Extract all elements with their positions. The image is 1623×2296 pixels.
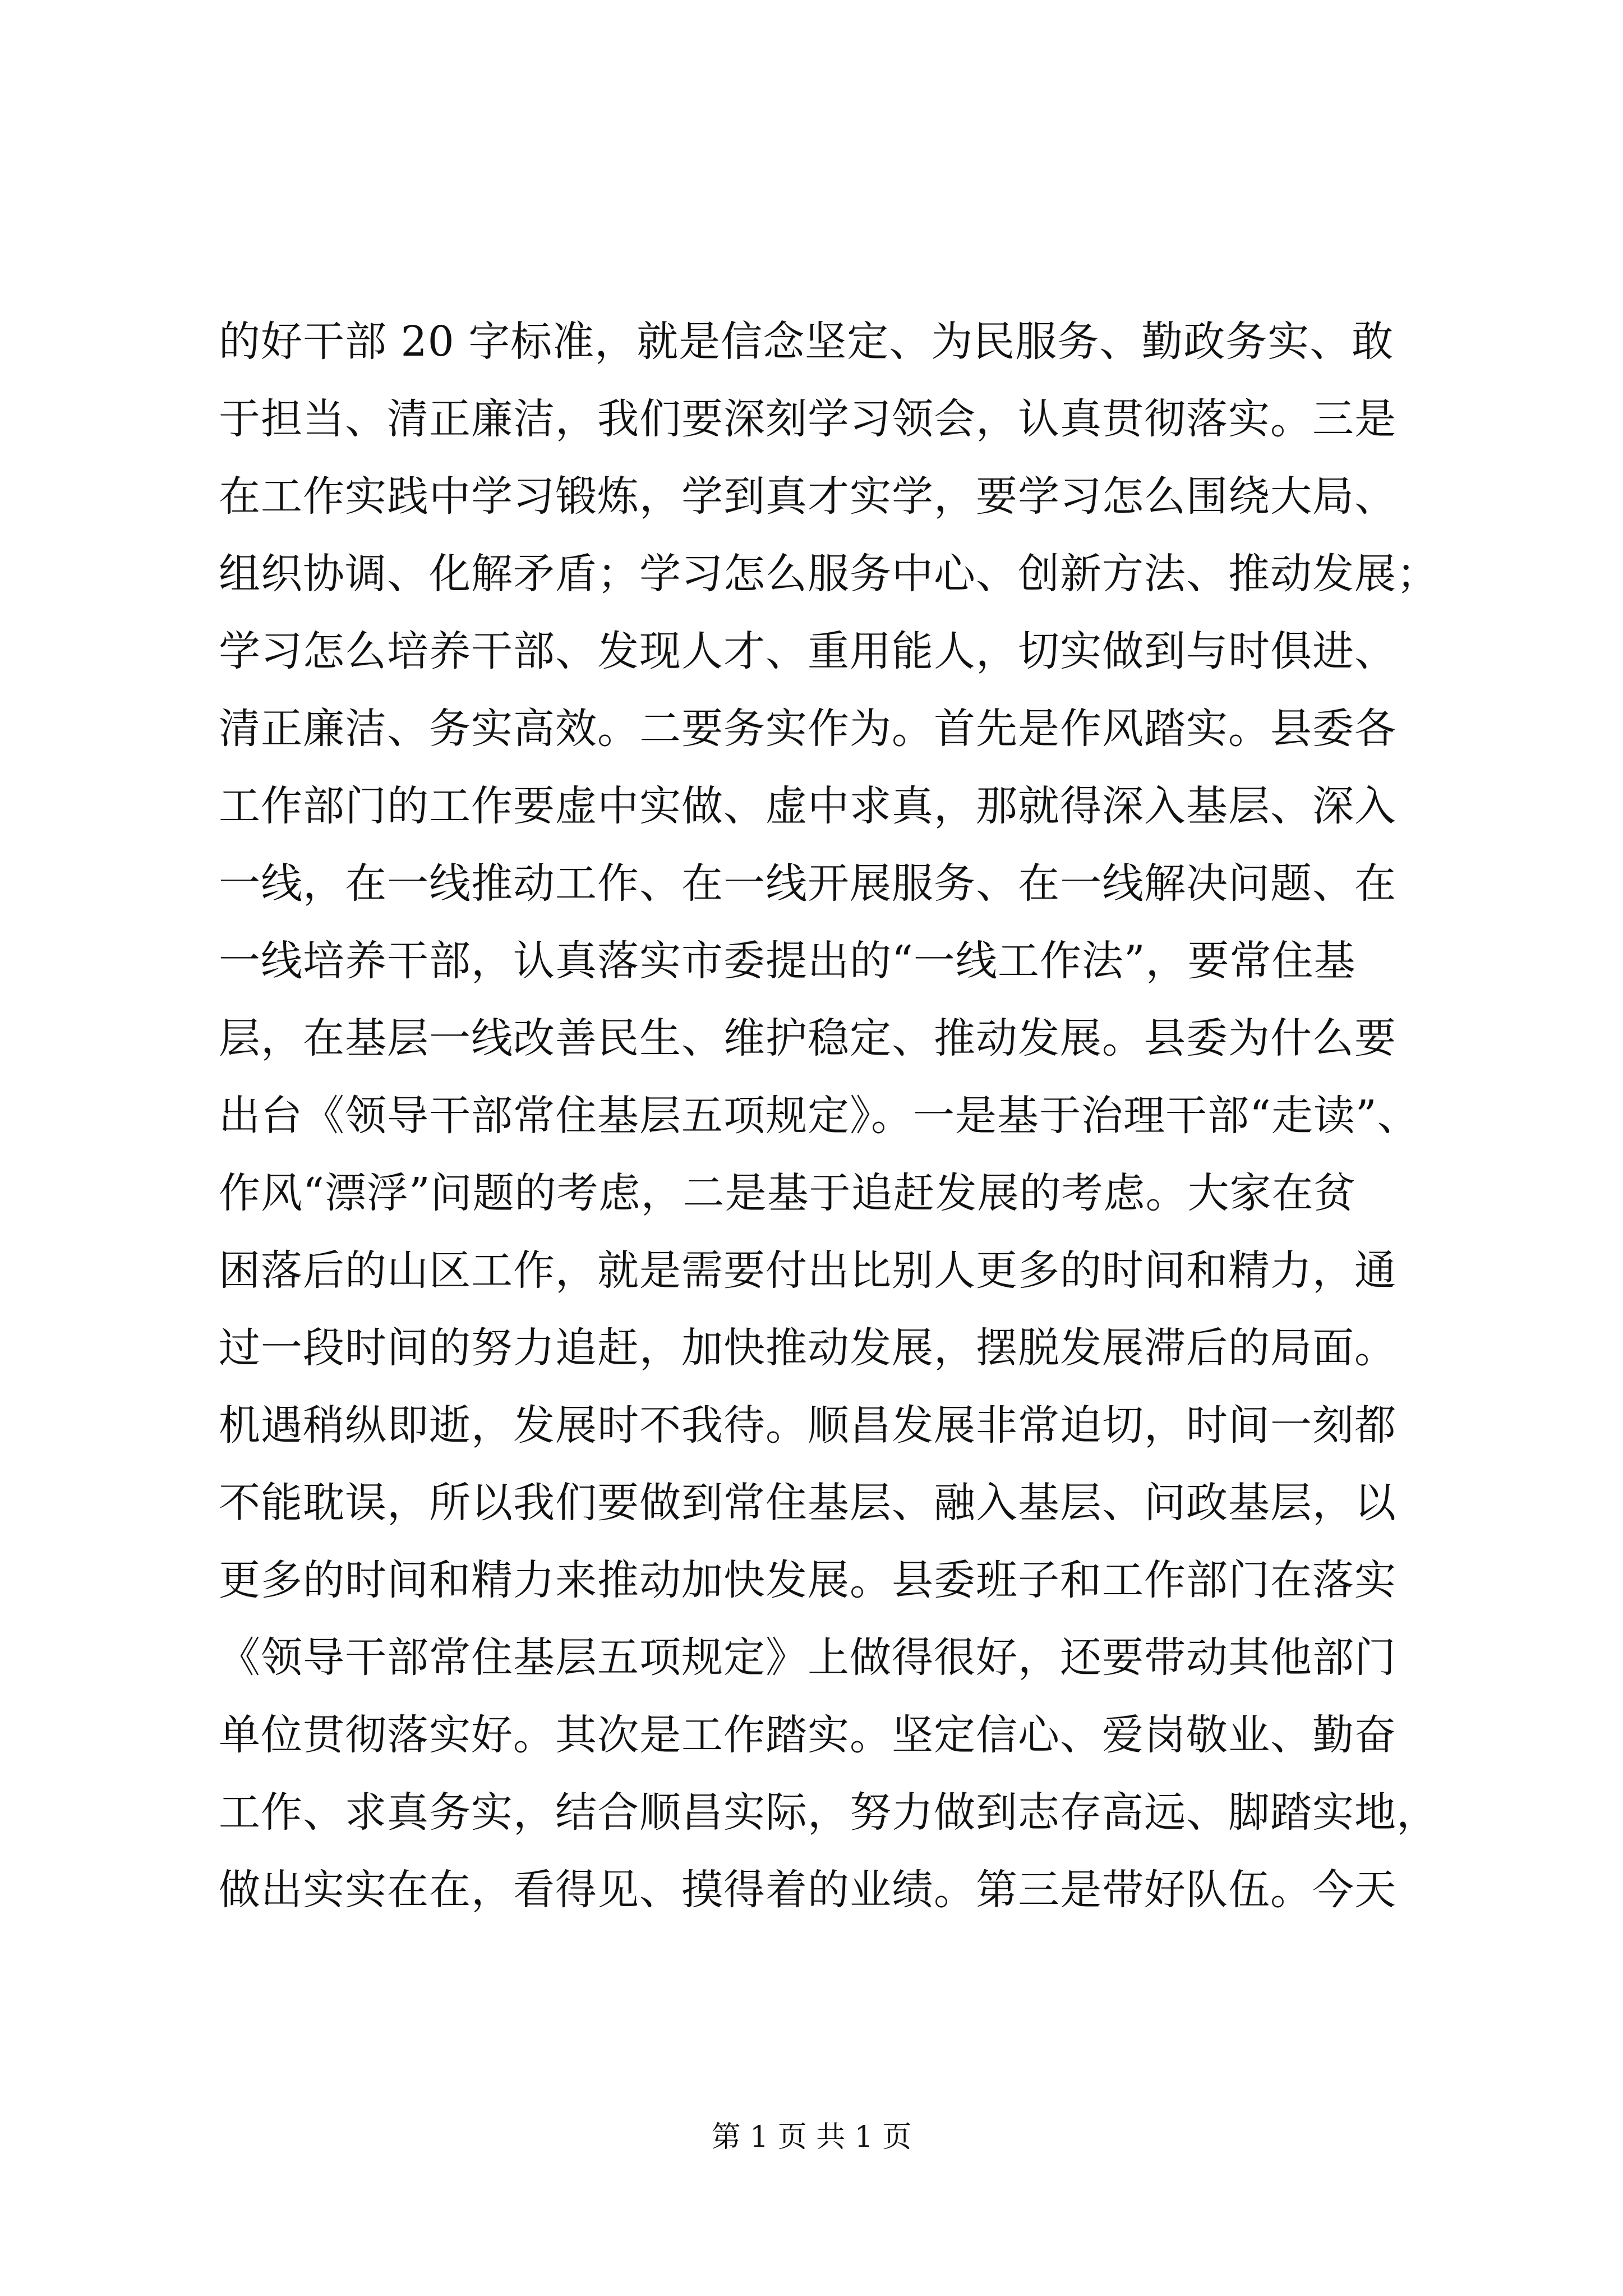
text-line: 的好干部 20 字标准，就是信念坚定、为民服务、勤政务实、敢 xyxy=(219,318,1394,366)
text-line: 《领导干部常住基层五项规定》上做得很好，还要带动其他部门 xyxy=(219,1634,1396,1682)
text-line: 做出实实在在，看得见、摸得着的业绩。第三是带好队伍。今天 xyxy=(219,1866,1396,1914)
text-line: 层，在基层一线改善民生、维护稳定、推动发展。县委为什么要 xyxy=(219,1014,1396,1062)
text-line: 学习怎么培养干部、发现人才、重用能人，切实做到与时俱进、 xyxy=(219,627,1396,675)
text-line: 不能耽误，所以我们要做到常住基层、融入基层、问政基层，以 xyxy=(219,1479,1396,1527)
text-line: 更多的时间和精力来推动加快发展。县委班子和工作部门在落实 xyxy=(219,1556,1396,1604)
text-line: 工作、求真务实，结合顺昌实际，努力做到志存高远、脚踏实地， xyxy=(219,1788,1438,1837)
text-line: 出台《领导干部常住基层五项规定》。一是基于治理干部“走读”、 xyxy=(219,1092,1419,1140)
page-number: 第 1 页 共 1 页 xyxy=(711,2120,912,2154)
text-line: 清正廉洁、务实高效。二要务实作为。首先是作风踏实。县委各 xyxy=(219,705,1396,753)
text-line: 作风“漂浮”问题的考虑，二是基于追赶发展的考虑。大家在贫 xyxy=(219,1169,1356,1217)
text-line: 机遇稍纵即逝，发展时不我待。顺昌发展非常迫切，时间一刻都 xyxy=(219,1401,1396,1450)
text-line: 在工作实践中学习锻炼，学到真才实学，要学习怎么围绕大局、 xyxy=(219,472,1396,521)
body-text xyxy=(219,303,1438,1929)
text-line: 一线，在一线推动工作、在一线开展服务、在一线解决问题、在 xyxy=(219,859,1396,908)
text-line: 工作部门的工作要虚中实做、虚中求真，那就得深入基层、深入 xyxy=(219,782,1396,830)
text-line: 于担当、清正廉洁，我们要深刻学习领会，认真贯彻落实。三是 xyxy=(219,395,1396,443)
text-line: 单位贯彻落实好。其次是工作踏实。坚定信心、爱岗敬业、勤奋 xyxy=(219,1711,1396,1759)
text-line: 困落后的山区工作，就是需要付出比别人更多的时间和精力，通 xyxy=(219,1246,1396,1295)
page-footer xyxy=(0,2118,1623,2157)
text-line: 过一段时间的努力追赶，加快推动发展，摆脱发展滞后的局面。 xyxy=(219,1324,1396,1372)
text-line: 一线培养干部，认真落实市委提出的“一线工作法”，要常住基 xyxy=(219,937,1356,985)
text-line: 组织协调、化解矛盾；学习怎么服务中心、创新方法、推动发展； xyxy=(219,550,1438,598)
